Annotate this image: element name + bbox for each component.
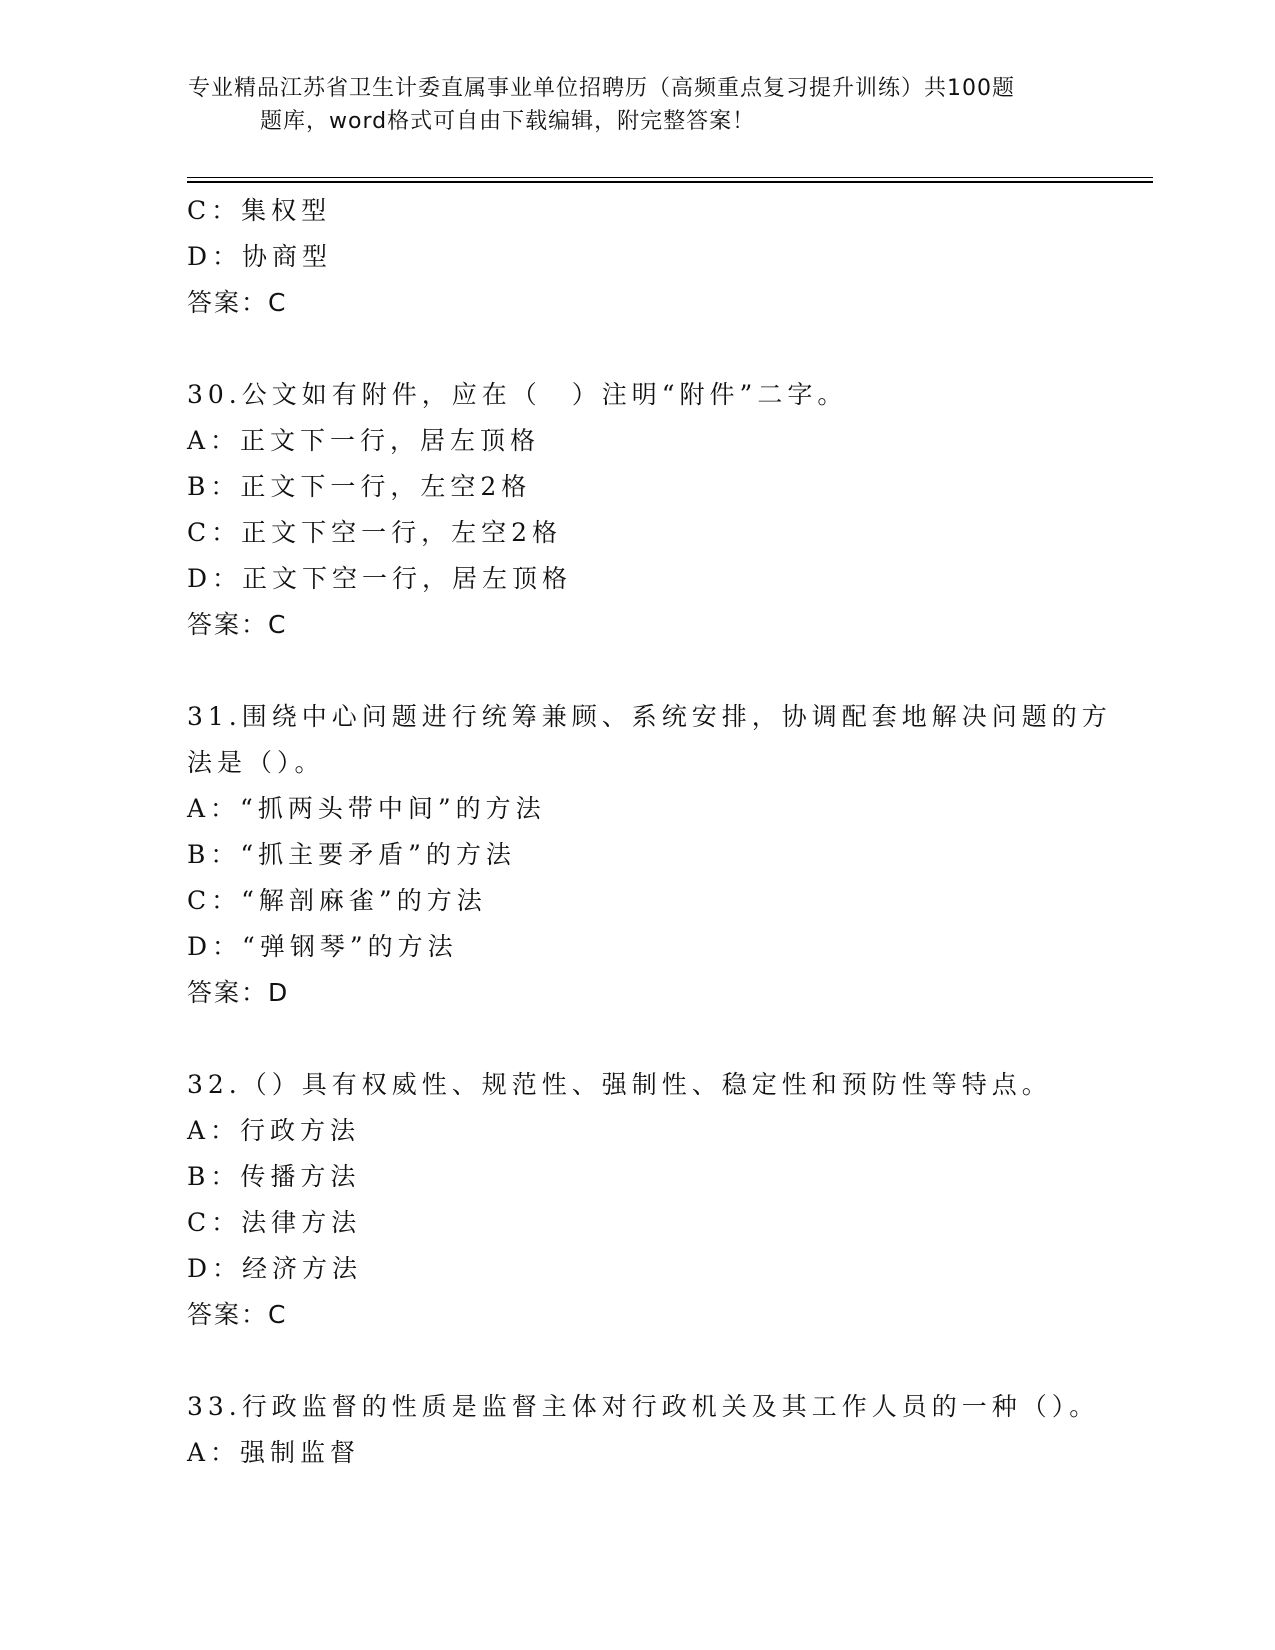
option-a: A：“抓两头带中间”的方法 — [187, 794, 546, 823]
option-b: B：正文下一行，左空2格 — [187, 472, 532, 501]
answer-line: 答案：C — [187, 288, 288, 317]
question-29-continued — [187, 188, 1087, 326]
question-31 — [187, 694, 1112, 1016]
answer-line: 答案：D — [187, 978, 290, 1007]
option-a: A：行政方法 — [187, 1116, 361, 1145]
question-30 — [187, 372, 1087, 648]
answer-line: 答案：C — [187, 610, 288, 639]
question-stem-line-2: 法是（）。 — [187, 748, 325, 777]
header-title-line-1: 专业精品江苏省卫生计委直属事业单位招聘历（高频重点复习提升训练）共100题 — [188, 76, 1015, 101]
question-stem: 30.公文如有附件，应在（ ）注明“附件”二字。 — [187, 380, 848, 409]
header-title-line-2: 题库，word格式可自由下载编辑，附完整答案！ — [260, 109, 756, 134]
document-header — [188, 72, 1088, 138]
answer-line: 答案：C — [187, 1300, 288, 1329]
question-stem-line-1: 31.围绕中心问题进行统筹兼顾、系统安排，协调配套地解决问题的方 — [187, 702, 1112, 731]
header-divider-thin — [187, 177, 1153, 178]
spacer — [187, 326, 1087, 372]
option-c: C：正文下空一行，左空2格 — [187, 518, 563, 547]
option-d: D：正文下空一行，居左顶格 — [187, 564, 573, 593]
question-33 — [187, 1384, 1100, 1476]
spacer — [187, 1016, 1087, 1062]
question-stem: 32.（）具有权威性、规范性、强制性、稳定性和预防性等特点。 — [187, 1070, 1052, 1099]
question-32 — [187, 1062, 1087, 1338]
option-b: B：“抓主要矛盾”的方法 — [187, 840, 516, 869]
option-c: C：“解剖麻雀”的方法 — [187, 886, 487, 915]
question-stem: 33.行政监督的性质是监督主体对行政机关及其工作人员的一种（）。 — [187, 1392, 1100, 1421]
spacer — [187, 648, 1087, 694]
option-b: B：传播方法 — [187, 1162, 361, 1191]
option-c: C：法律方法 — [187, 1208, 362, 1237]
option-a: A：正文下一行，居左顶格 — [187, 426, 541, 455]
header-divider-thick — [187, 181, 1153, 183]
option-a: A：强制监督 — [187, 1438, 361, 1467]
option-d: D：“弹钢琴”的方法 — [187, 932, 458, 961]
option-d: D：经济方法 — [187, 1254, 363, 1283]
option-c: C：集权型 — [187, 196, 332, 225]
question-list — [187, 188, 1112, 1476]
option-d: D：协商型 — [187, 242, 333, 271]
spacer — [187, 1338, 1087, 1384]
